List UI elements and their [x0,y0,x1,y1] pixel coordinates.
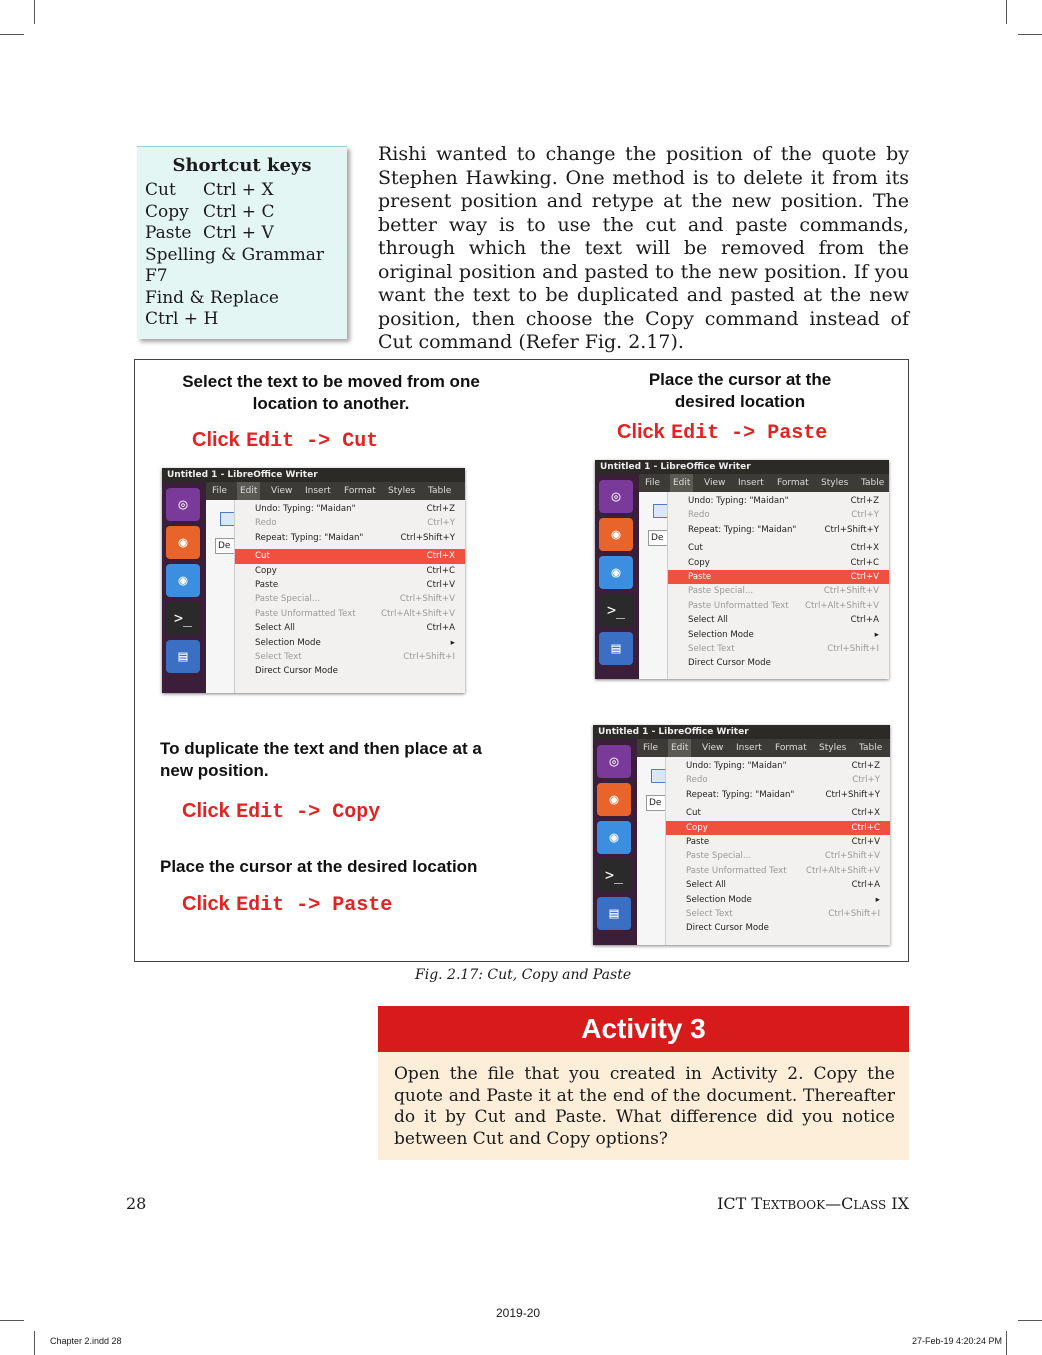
menu-item-shortcut: Ctrl+X [851,808,880,819]
shortcut-keys-title: Shortcut keys [172,155,312,176]
shortcut-name: Spelling & Grammar [145,244,325,265]
menu-item-label: Paste Unformatted Text [686,865,787,876]
menu-item[interactable] [668,508,889,522]
menu-item[interactable] [235,607,465,621]
shortcut-key: Ctrl + X [203,180,274,200]
menu-item-shortcut: Ctrl+V [851,837,880,847]
command-path: Edit -> Cut [246,430,379,453]
firefox-icon[interactable]: ◉ [166,526,200,559]
menu-item[interactable] [666,806,890,820]
menu-item-label: Repeat: Typing: "Maidan" [255,532,364,543]
shortcut-row [137,180,347,202]
menu-item-shortcut: ▸ [874,629,879,640]
menu-item-label: Copy [255,565,277,576]
crop-mark [0,34,24,35]
crop-mark [1018,1320,1042,1321]
instruction-line: location to another. [252,394,410,413]
edit-menu-dropdown [665,757,890,945]
crop-mark [34,0,35,24]
document-area [206,500,234,693]
menu-item[interactable] [668,570,889,584]
menu-item-shortcut: Ctrl+Shift+Y [824,524,879,535]
activity-body: Open the file that you created in Activity 2. Copy the quote and Paste it at the end of the document. Thereafter do it by Cut and Paste. What difference did you notice between Cut and Copy options? [378,1052,909,1160]
menu-item-label: Select Text [686,909,733,919]
menu-item[interactable] [235,636,465,650]
menu-item-label: Select All [686,880,726,891]
window-title-bar: Untitled 1 - LibreOffice Writer [595,460,889,474]
menu-item-label: Direct Cursor Mode [255,666,338,677]
menu-item-shortcut: Ctrl+Shift+I [403,652,455,662]
menu-item[interactable] [235,549,465,563]
running-head-part: ICT T [717,1194,763,1213]
menu-item-label: Paste Special... [686,851,752,862]
crop-mark [1006,1331,1007,1355]
shortcut-name: Cut [145,180,176,200]
menu-item-shortcut: Ctrl+Alt+Shift+V [805,600,879,611]
click-word: Click [182,893,230,915]
menu-edit[interactable]: Edit [670,474,693,492]
menu-item[interactable] [668,494,889,508]
menu-item-shortcut: Ctrl+X [426,551,455,562]
terminal-icon[interactable]: >_ [599,594,633,627]
menu-item[interactable] [235,531,465,545]
menu-item-shortcut: ▸ [450,637,455,648]
menu-item[interactable] [235,621,465,635]
menu-table[interactable]: Table [859,743,883,753]
menu-item[interactable] [666,907,890,921]
menu-item-shortcut: Ctrl+Shift+V [824,851,880,862]
menu-item-shortcut: Ctrl+V [426,580,455,590]
menu-item-label: Select Text [255,652,302,662]
menu-item[interactable] [668,523,889,537]
click-edit-cut [192,427,378,453]
menu-item-shortcut: Ctrl+A [850,615,879,626]
writer-screenshot-cut [162,468,465,693]
figure-2-17 [134,359,909,962]
crop-mark [0,1320,24,1321]
menu-item[interactable] [666,788,890,802]
menu-bar [639,474,889,492]
menu-item-shortcut: Ctrl+C [426,565,455,576]
writer-icon[interactable]: ▤ [599,632,633,665]
menu-item[interactable] [668,613,889,627]
menu-item[interactable] [666,878,890,892]
menu-item-label: Paste Special... [688,586,754,597]
year-label: 2019-20 [496,1306,541,1320]
menu-item-label: Paste Unformatted Text [255,608,356,619]
command-path: Edit -> Paste [236,894,393,917]
menu-item[interactable] [668,628,889,642]
firefox-icon[interactable]: ◉ [597,783,631,816]
activity-title: Activity 3 [378,1006,909,1052]
menu-item-label: Cut [686,808,701,819]
click-word: Click [192,429,240,451]
menu-item-label: Paste [688,572,712,582]
menu-item[interactable] [666,821,890,835]
instruction-line: desired location [674,392,806,411]
instruction-line: To duplicate the text and then place at a [160,739,482,758]
menu-styles[interactable]: Styles [819,743,847,753]
ubuntu-icon[interactable]: ◎ [166,488,200,521]
click-word: Click [182,800,230,822]
shortcut-row [137,245,347,267]
shortcut-row [137,266,347,288]
menu-item[interactable] [666,835,890,849]
menu-edit[interactable]: Edit [668,739,691,757]
menu-item-label: Direct Cursor Mode [688,658,771,669]
step-cut-instruction [171,371,491,415]
command-path: Edit -> Paste [671,422,828,445]
menu-bar [637,739,890,757]
unity-launcher [595,474,639,679]
menu-item-shortcut: Ctrl+Z [426,504,455,514]
menu-item[interactable] [668,541,889,555]
menu-item-shortcut: Ctrl+X [850,543,879,554]
menu-item-label: Repeat: Typing: "Maidan" [686,789,795,800]
menu-table[interactable]: Table [861,478,885,488]
menu-file[interactable]: File [643,743,659,753]
menu-view[interactable]: View [271,486,293,496]
chrome-icon[interactable]: ◉ [599,556,633,589]
running-head [717,1194,909,1213]
crop-mark [34,1331,35,1355]
menu-item-label: Select Text [688,644,735,654]
menu-table[interactable]: Table [428,486,452,496]
menu-styles[interactable]: Styles [388,486,416,496]
click-edit-copy [182,798,380,824]
menu-item[interactable] [668,556,889,570]
menu-item[interactable] [668,599,889,613]
shortcut-row [137,202,347,224]
menu-item-label: Redo [686,775,708,786]
menu-item-shortcut: Ctrl+V [850,572,879,582]
figure-caption: Fig. 2.17: Cut, Copy and Paste [415,967,632,983]
menu-item[interactable] [235,578,465,592]
menu-file[interactable]: File [212,486,228,496]
unity-launcher [162,482,206,693]
menu-item-shortcut: Ctrl+Shift+V [823,586,879,597]
menu-item-label: Redo [688,510,710,521]
menu-item[interactable] [235,650,465,664]
document-area [639,492,667,679]
unity-launcher [593,739,637,945]
shortcut-name: Paste [145,223,192,243]
ubuntu-icon[interactable]: ◎ [597,745,631,778]
menu-item-shortcut: Ctrl+Shift+Y [400,532,455,543]
menu-styles[interactable]: Styles [821,478,849,488]
menu-item-shortcut: Ctrl+A [851,880,880,891]
menu-item-shortcut: Ctrl+Z [851,761,880,771]
crop-mark [1006,0,1007,24]
terminal-icon[interactable]: >_ [597,859,631,892]
menu-item-shortcut: Ctrl+Shift+I [828,909,880,919]
menu-item[interactable] [235,664,465,678]
menu-item-label: Paste Special... [255,594,321,605]
ubuntu-icon[interactable]: ◎ [599,480,633,513]
menu-format[interactable]: Format [344,486,376,496]
menu-file[interactable]: File [645,478,661,488]
command-path: Edit -> Copy [236,801,381,824]
menu-item-label: Paste Unformatted Text [688,600,789,611]
slug-right: 27-Feb-19 4:20:24 PM [911,1336,1002,1346]
menu-item-shortcut: Ctrl+Y [851,510,879,521]
step-paste2-instruction: Place the cursor at the desired location [160,857,478,876]
writer-screenshot-paste [595,460,889,679]
running-head-part: LASS [853,1198,887,1212]
menu-item-label: Paste [686,837,710,847]
chrome-icon[interactable]: ◉ [166,564,200,597]
running-head-part: —C [825,1194,854,1213]
shortcut-key: Ctrl + V [203,223,274,243]
menu-item[interactable] [666,773,890,787]
menu-item-shortcut: Ctrl+Shift+Y [825,789,880,800]
instruction-line: Select the text to be moved from one [182,372,480,391]
menu-item[interactable] [235,592,465,606]
click-edit-paste-2 [182,891,392,917]
click-word: Click [617,421,665,443]
menu-item-shortcut: Ctrl+Y [852,775,880,786]
menu-item-shortcut: ▸ [875,894,880,905]
instruction-line: new position. [160,761,269,780]
shortcut-name: Copy [145,201,189,222]
shortcut-row [137,309,347,331]
step-paste-instruction [605,369,875,413]
window-title-bar: Untitled 1 - LibreOffice Writer [162,468,465,482]
menu-item-shortcut: Ctrl+Y [427,518,455,529]
writer-screenshot-copy [593,725,890,945]
menu-item-shortcut: Ctrl+Alt+Shift+V [806,865,880,876]
writer-icon[interactable]: ▤ [597,897,631,930]
menu-item[interactable] [666,921,890,935]
chrome-icon[interactable]: ◉ [597,821,631,854]
click-edit-paste [617,419,827,445]
menu-item-label: Undo: Typing: "Maidan" [688,496,789,506]
menu-item[interactable] [668,656,889,670]
menu-item-shortcut: Ctrl+Alt+Shift+V [381,608,455,619]
menu-edit[interactable]: Edit [237,482,260,500]
instruction-line: Place the cursor at the [648,370,832,389]
shortcut-list [137,180,347,331]
menu-item-label: Cut [255,551,270,562]
menu-item-shortcut: Ctrl+Z [850,496,879,506]
shortcut-key: Ctrl + C [203,201,275,222]
menu-item-label: Select All [255,623,295,634]
document-text: De [648,530,674,546]
shortcut-row [137,223,347,245]
menu-item-label: Redo [255,518,277,529]
menu-item-label: Copy [688,557,710,568]
body-paragraph: Rishi wanted to change the position of the quote by Stephen Hawking. One method is to delete it from its present position and retype at the new position. The better way is to use the cut and paste commands, through which the text will be removed from the original position and pasted to the new position. If you want the text to be duplicated and pasted at the new position, then choose the Copy command instead of Cut command (Refer Fig. 2.17). [378,143,909,353]
menu-item[interactable] [668,642,889,656]
menu-item-label: Selection Mode [255,637,321,648]
shortcut-name: F7 [145,266,168,286]
crop-mark [1018,34,1042,35]
menu-item[interactable] [666,864,890,878]
menu-item[interactable] [666,893,890,907]
slug-left: Chapter 2.indd 28 [50,1336,122,1346]
menu-item-label: Selection Mode [688,629,754,640]
document-area [637,757,665,945]
menu-item-label: Undo: Typing: "Maidan" [686,761,787,771]
edit-menu-dropdown [234,500,465,693]
menu-item-shortcut: Ctrl+Shift+V [399,594,455,605]
menu-insert[interactable]: Insert [738,478,764,488]
menu-item-label: Direct Cursor Mode [686,923,769,934]
menu-bar [206,482,465,500]
menu-item-shortcut: Ctrl+C [851,822,880,833]
running-head-part: EXTBOOK [762,1198,826,1212]
menu-item-shortcut: Ctrl+A [426,623,455,634]
menu-format[interactable]: Format [777,478,809,488]
menu-item[interactable] [666,849,890,863]
page-number: 28 [126,1194,147,1213]
step-copy-instruction [160,738,482,782]
document-text: De [646,795,672,811]
menu-view[interactable]: View [702,743,724,753]
shortcut-keys-box [137,146,347,339]
menu-format[interactable]: Format [775,743,807,753]
firefox-icon[interactable]: ◉ [599,518,633,551]
shortcut-row [137,288,347,310]
menu-item-label: Selection Mode [686,894,752,905]
menu-item[interactable] [666,759,890,773]
window-title-bar: Untitled 1 - LibreOffice Writer [593,725,890,739]
menu-item-label: Cut [688,543,703,554]
menu-view[interactable]: View [704,478,726,488]
shortcut-name: Find & Replace [145,287,279,308]
document-text: De [215,538,241,554]
menu-item[interactable] [235,516,465,530]
menu-item-shortcut: Ctrl+C [850,557,879,568]
edit-menu-dropdown [667,492,889,679]
menu-insert[interactable]: Insert [736,743,762,753]
menu-item-label: Undo: Typing: "Maidan" [255,504,356,514]
menu-item-label: Copy [686,822,708,833]
menu-item[interactable] [235,502,465,516]
menu-insert[interactable]: Insert [305,486,331,496]
menu-item-shortcut: Ctrl+Shift+I [827,644,879,654]
terminal-icon[interactable]: >_ [166,602,200,635]
writer-icon[interactable]: ▤ [166,640,200,673]
shortcut-name: Ctrl + H [145,309,219,329]
menu-item-label: Paste [255,580,279,590]
menu-item-label: Select All [688,615,728,626]
running-head-part: IX [886,1194,909,1213]
menu-item-label: Repeat: Typing: "Maidan" [688,524,797,535]
menu-item[interactable] [235,564,465,578]
menu-item[interactable] [668,584,889,598]
